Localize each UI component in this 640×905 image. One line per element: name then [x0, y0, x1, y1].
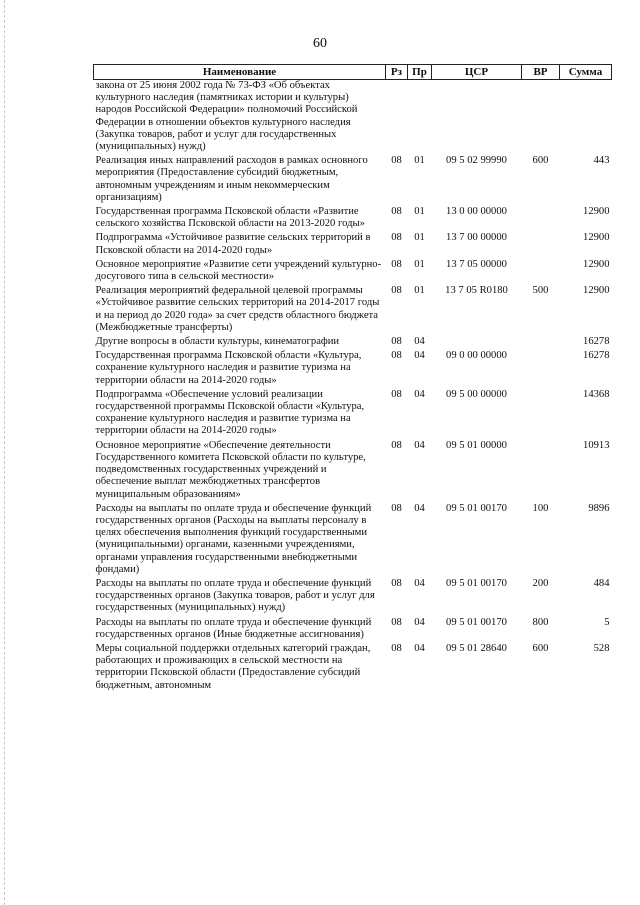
row-rz: 08	[391, 439, 402, 451]
row-rz: 08	[391, 388, 402, 400]
table-row	[94, 578, 612, 617]
row-rz: 08	[391, 155, 402, 167]
row-csr: 09 5 01 00170	[446, 616, 507, 628]
table-row	[94, 232, 612, 258]
table-row	[94, 350, 612, 389]
row-vr: 600	[532, 642, 549, 654]
row-csr: 09 5 00 00000	[446, 388, 507, 400]
row-vr	[522, 336, 560, 350]
budget-table	[93, 64, 612, 694]
row-pr: 04	[414, 616, 425, 628]
table-row	[94, 285, 612, 336]
row-name: Государственная программа Псковской области «Развитие сельского хозяйства Псковской области на 2013-2020 годы»	[95, 206, 365, 230]
row-sum: 14368	[583, 388, 610, 400]
row-pr: 04	[414, 388, 425, 400]
row-pr: 04	[414, 577, 425, 589]
page-number: 60	[313, 36, 327, 51]
row-vr: 500	[532, 285, 549, 297]
row-name: Другие вопросы в области культуры, кинематографии	[95, 336, 340, 348]
row-rz: 08	[391, 258, 402, 270]
row-sum: 10913	[583, 439, 610, 451]
table-row	[94, 259, 612, 285]
header-row	[94, 65, 612, 80]
row-sum: 5	[604, 616, 610, 628]
row-name: Реализация мероприятий федеральной целевой программы «Устойчивое развитие сельских территорий на 2014-2017 годы и на период до 2020 года» за счет средств областного бюджета (Межбюджетные трансферты)	[95, 285, 380, 333]
row-rz: 08	[391, 350, 402, 362]
row-name: Реализация иных направлений расходов в рамках основного мероприятия (Предоставление субсидий бюджетным, автономным учреждениям и иным некоммерческим организациям)	[95, 155, 368, 203]
row-sum: 16278	[583, 336, 610, 348]
row-rz	[386, 80, 408, 156]
row-vr: 100	[532, 502, 549, 514]
table-row	[94, 155, 612, 206]
row-csr: 09 5 01 28640	[446, 642, 507, 654]
row-name: Подпрограмма «Устойчивое развитие сельских территорий в Псковской области на 2014-2020 годы»	[95, 232, 371, 256]
row-csr: 13 0 00 00000	[446, 206, 507, 218]
row-pr	[408, 80, 432, 156]
header-pr: Пр	[408, 65, 432, 80]
row-rz: 08	[391, 206, 402, 218]
row-rz: 08	[391, 336, 402, 348]
row-pr: 01	[414, 285, 425, 297]
table-row	[94, 440, 612, 503]
row-pr: 01	[414, 232, 425, 244]
row-vr: 200	[532, 577, 549, 589]
header-csr: ЦСР	[432, 65, 522, 80]
row-csr: 13 7 05 00000	[446, 258, 507, 270]
row-vr	[522, 350, 560, 389]
row-csr: 13 7 05 R0180	[445, 285, 508, 297]
row-vr: 800	[532, 616, 549, 628]
table-row	[94, 643, 612, 694]
row-rz: 08	[391, 577, 402, 589]
row-pr: 04	[414, 336, 425, 348]
row-name: Расходы на выплаты по оплате труда и обеспечение функций государственных органов (Закупка товаров, работ и услуг для государственных (муниципальных) нужд)	[95, 577, 375, 614]
header-name: Наименование	[94, 65, 386, 80]
row-csr: 09 5 01 00000	[446, 439, 507, 451]
row-vr	[522, 206, 560, 232]
row-sum: 528	[593, 642, 610, 654]
row-rz: 08	[391, 502, 402, 514]
row-name: Основное мероприятие «Обеспечение деятельности Государственного комитета Псковской области по культуре, подведомственных государственных учреждений и обеспечение выплат межбюджетных трансфертов муниципальным образованиям»	[95, 439, 366, 500]
header-vr: ВР	[522, 65, 560, 80]
row-sum: 12900	[583, 232, 610, 244]
row-sum: 12900	[583, 206, 610, 218]
row-name: Расходы на выплаты по оплате труда и обеспечение функций государственных органов (Иные бюджетные ассигнования)	[95, 616, 372, 640]
table-row	[94, 206, 612, 232]
row-name: Расходы на выплаты по оплате труда и обеспечение функций государственных органов (Расходы на выплаты персоналу в целях обеспечения выполнения функций государственными (муниципальными) органами, казенными учреждениями, органами управления государственными внебюджетными фондами)	[95, 502, 372, 575]
row-pr: 01	[414, 155, 425, 167]
row-name: Подпрограмма «Обеспечение условий реализации государственной программы Псковской области «Культура, сохранение культурного наследия и развитие туризма на территории области на 2014-2020 годы»	[95, 388, 365, 437]
row-sum: 443	[593, 155, 610, 167]
row-name: Меры социальной поддержки отдельных категорий граждан, работающих и проживающих в сельской местности на территории Псковской области (Предоставление субсидий бюджетным, автономным	[95, 642, 371, 691]
row-rz: 08	[391, 232, 402, 244]
row-vr	[522, 259, 560, 285]
header-sum: Сумма	[560, 65, 612, 80]
row-name: Основное мероприятие «Развитие сети учреждений культурно-досугового типа в сельской местности»	[95, 258, 382, 283]
row-rz: 08	[391, 616, 402, 628]
row-csr	[432, 80, 522, 156]
row-csr: 09 5 01 00170	[446, 502, 507, 514]
row-csr: 09 0 00 00000	[446, 350, 507, 362]
row-pr: 04	[414, 350, 425, 362]
row-vr	[522, 80, 560, 156]
table-row	[94, 617, 612, 643]
row-sum: 12900	[583, 258, 610, 270]
row-csr: 09 5 01 00170	[446, 577, 507, 589]
row-name: Государственная программа Псковской области «Культура, сохранение культурного наследия и развитие туризма на территории области на 2014-2020 годы»	[95, 350, 362, 386]
row-sum: 484	[593, 577, 610, 589]
row-vr: 600	[532, 155, 549, 167]
row-pr: 04	[414, 439, 425, 451]
row-pr: 01	[414, 206, 425, 218]
table-row	[94, 503, 612, 578]
row-rz: 08	[391, 285, 402, 297]
row-sum: 12900	[583, 285, 610, 297]
table-row	[94, 336, 612, 350]
row-vr	[522, 389, 560, 440]
page-edge-rule	[4, 0, 5, 905]
row-sum: 9896	[588, 502, 610, 514]
table-row	[94, 80, 612, 156]
row-csr: 13 7 00 00000	[446, 232, 507, 244]
row-sum: 16278	[583, 350, 610, 362]
row-name: закона от 25 июня 2002 года № 73-ФЗ «Об объектах культурного наследия (памятниках истории и культуры) народов Российской Федерации» полномочий Российской Федерации в отношении объектов культурного наследия (Закупка товаров, работ и услуг для государственных (муниципальных) нужд)	[95, 80, 358, 153]
table-row	[94, 389, 612, 440]
row-vr	[522, 232, 560, 258]
row-vr	[522, 440, 560, 503]
table-header	[94, 65, 612, 80]
row-rz: 08	[391, 642, 402, 654]
row-pr: 01	[414, 258, 425, 270]
row-csr	[432, 336, 522, 350]
row-sum	[560, 80, 612, 156]
row-pr: 04	[414, 642, 425, 654]
table-body	[94, 80, 612, 694]
header-rz: Рз	[386, 65, 408, 80]
row-pr: 04	[414, 502, 425, 514]
row-csr: 09 5 02 99990	[446, 155, 507, 167]
